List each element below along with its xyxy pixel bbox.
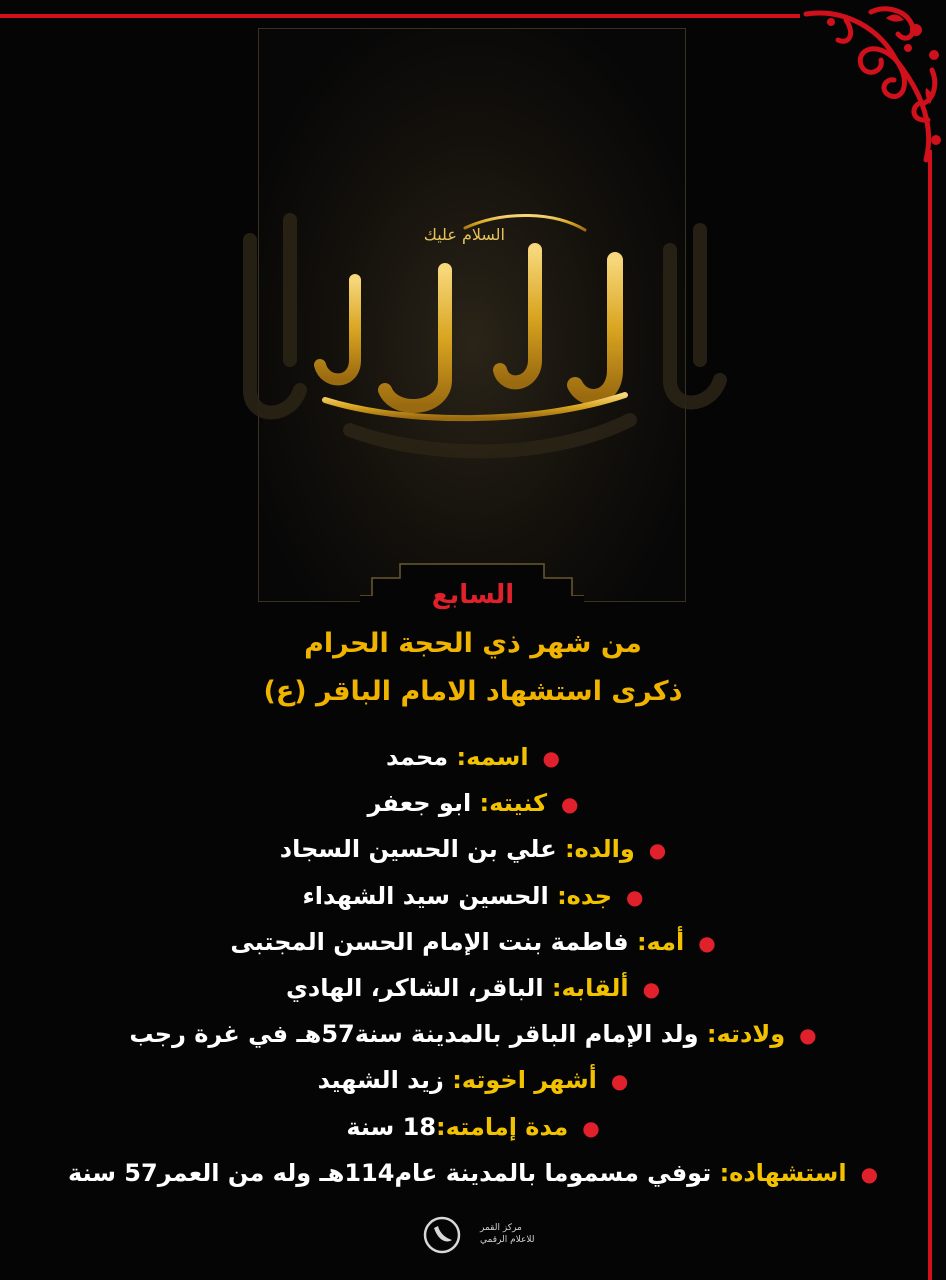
fact-value: الباقر، الشاكر، الهادي <box>285 973 544 1002</box>
fact-label: اسمه: <box>456 743 529 771</box>
fact-value: ابو جعفر <box>367 789 472 818</box>
bullet-icon: ● <box>561 792 579 817</box>
fact-imamate-duration <box>0 1104 946 1150</box>
bullet-icon: ● <box>698 930 716 955</box>
imam-name-calligraphy <box>285 200 665 430</box>
logo-subtitle: للاعلام الرقمي <box>480 1235 535 1245</box>
fact-value: 18 سنة <box>346 1112 437 1141</box>
bullet-icon: ● <box>860 1161 879 1186</box>
fact-label: استشهاده: <box>719 1158 847 1187</box>
frame-top-line <box>0 14 800 18</box>
logo-text <box>480 1222 540 1246</box>
fact-martyrdom <box>0 1150 946 1196</box>
floral-corner-ornament <box>786 0 946 175</box>
bullet-icon: ● <box>582 1115 600 1140</box>
heading-day: السابع <box>431 580 515 610</box>
fact-value: توفي مسموما بالمدينة عام114هـ وله من العمر57 سنة <box>67 1158 712 1187</box>
heading-month: من شهر ذي الحجة الحرام <box>304 628 642 659</box>
fact-label: أمه: <box>636 927 685 956</box>
heading-occasion: ذكرى استشهاد الامام الباقر (ع) <box>263 676 683 707</box>
facts-list <box>0 734 946 1196</box>
fact-grandfather <box>0 873 946 919</box>
fact-brother <box>0 1057 946 1103</box>
logo-name: مركز القمر <box>480 1223 522 1233</box>
fact-label: مدة إمامته: <box>436 1112 569 1141</box>
fact-label: أشهر اخوته: <box>452 1066 597 1095</box>
fact-father <box>0 826 946 872</box>
bullet-icon: ● <box>642 976 661 1001</box>
fact-titles <box>0 965 946 1011</box>
bullet-icon: ● <box>799 1023 817 1048</box>
fact-mother <box>0 919 946 965</box>
fact-birth <box>0 1011 946 1057</box>
bullet-icon: ● <box>626 884 644 909</box>
bullet-icon: ● <box>610 1069 629 1094</box>
fact-name <box>0 734 946 780</box>
fact-value: محمد <box>386 743 449 771</box>
bullet-icon: ● <box>542 746 560 770</box>
fact-label: ألقابه: <box>551 973 629 1002</box>
fact-value: زيد الشهيد <box>317 1066 444 1095</box>
fact-label: جده: <box>557 881 613 910</box>
fact-label: ولادته: <box>706 1020 786 1049</box>
fact-label: والده: <box>564 835 635 864</box>
fact-value: فاطمة بنت الإمام الحسن المجتبى <box>230 927 629 956</box>
fact-label: كنيته: <box>479 789 548 818</box>
fact-value: الحسين سيد الشهداء <box>302 881 549 910</box>
fact-value: ولد الإمام الباقر بالمدينة سنة57هـ في غرة رجب <box>129 1020 699 1049</box>
bullet-icon: ● <box>648 838 667 863</box>
fact-value: علي بن الحسين السجاد <box>279 835 557 864</box>
calligraphy-small-text: السلام عليك <box>423 225 505 244</box>
fact-kunya <box>0 780 946 826</box>
